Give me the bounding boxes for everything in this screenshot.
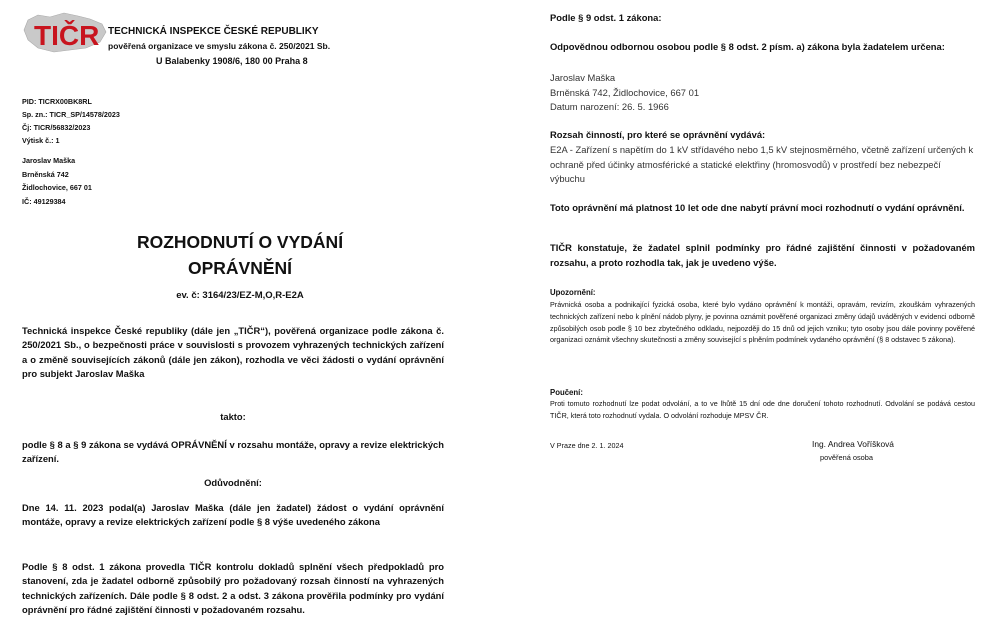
notice-text: Právnická osoba a podnikající fyzická osoba, které bylo vydáno oprávnění k montáži, opravám, revizím, zkouškám vyhrazených technických zařízení nebo k plnění nádob plyny, je povinna oznámit pověřené organizaci změny údajů uváděných v evidenci odborně způsobilých osob podle § 10 bez zbytečného odkladu, nejpozději do 15 dnů od jejich vzniku; tyto osoby jsou dále povinny pověřené organizaci oznámit všechny skutečnosti a změny související s plněním podmínek vydaného oprávnění (§ 8 odstavec 5 zákona).	[550, 300, 975, 345]
recipient-city: Židlochovice, 667 01	[22, 183, 92, 193]
org-address: U Balabenky 1908/6, 180 00 Praha 8	[156, 56, 308, 66]
person-name: Jaroslav Maška	[550, 72, 616, 83]
notice-heading: Upozornění:	[550, 288, 596, 297]
recipient-ic: IČ: 49129384	[22, 196, 66, 206]
responsible-person-heading: Odpovědnou odbornou osobou podle § 8 odst. 2 písm. a) zákona byla žadatelem určena:	[550, 41, 945, 52]
reasoning-paragraph-1: Dne 14. 11. 2023 podal(a) Jaroslav Maška (dále jen žadatel) žádost o vydání oprávnění montáže, opravy a revize elektrických zařízení podle § 8 výše uvedeného zákona	[22, 502, 444, 528]
instruction-heading: Poučení:	[550, 388, 583, 397]
takto-label: takto:	[220, 411, 246, 422]
document-title	[0, 229, 480, 281]
org-subtitle: pověřená organizace ve smyslu zákona č. 250/2021 Sb.	[108, 41, 331, 51]
recipient-street: Brněnská 742	[22, 169, 69, 179]
intro-paragraph: Technická inspekce České republiky (dále jen „TIČR“), pověřená organizace podle zákona č. 250/2021 Sb., o bezpečnosti práce v souvislosti s provozem vyhrazených technických zařízení a o změně souvisejících zákonů (dále jen zákon), rozhodla ve věci žádosti o vydání oprávnění pro subjekt Jaroslav Maška	[22, 325, 444, 380]
scope-text: E2A - Zařízení s napětím do 1 kV střídavého nebo 1,5 kV stejnosměrného, včetně zařízení určených k ochraně před účinky atmosférické a statické elektřiny (hromosvodů) v prostředí bez nebezpečí výbuchu	[550, 144, 974, 185]
logo-text: TIČR	[34, 20, 100, 51]
place-date: V Praze dne 2. 1. 2024	[550, 441, 624, 450]
signer-role: pověřená osoba	[820, 453, 874, 462]
title-line-2: OPRÁVNĚNÍ	[187, 258, 293, 278]
reasoning-heading: Odůvodnění:	[204, 477, 262, 488]
verdict-paragraph: podle § 8 a § 9 zákona se vydává OPRÁVNĚNÍ v rozsahu montáže, opravy a revize elektrických zařízení.	[22, 439, 444, 464]
issuer-header	[108, 24, 378, 69]
person-birthdate: Datum narození: 26. 5. 1966	[550, 101, 669, 113]
instruction-text: Proti tomuto rozhodnutí lze podat odvolání, a to ve lhůtě 15 dní ode dne doručení tohoto rozhodnutí. Odvolání se podává cestou TIČR, která toto rozhodnutí vydala. O odvolání rozhoduje MPSV ČR.	[550, 399, 975, 420]
recipient-name: Jaroslav Maška	[22, 156, 76, 165]
ticr-logo	[20, 10, 110, 56]
responsible-person	[550, 71, 975, 115]
recipient-address	[22, 154, 222, 208]
validity-statement: Toto oprávnění má platnost 10 let ode dne nabytí právní moci rozhodnutí o vydání oprávnění.	[550, 202, 965, 213]
registration-number: ev. č: 3164/23/EZ-M,O,R-E2A	[176, 290, 304, 301]
reference-block	[22, 95, 222, 147]
reference-number: Čj: TICR/56832/2023	[22, 123, 91, 132]
scope-heading: Rozsah činností, pro které se oprávnění vydává:	[550, 129, 766, 140]
section-9-label: Podle § 9 odst. 1 zákona:	[550, 12, 662, 23]
signer-name: Ing. Andrea Voříšková	[812, 439, 894, 449]
person-address: Brněnská 742, Židlochovice, 667 01	[550, 86, 700, 98]
conclusion-statement: TIČR konstatuje, že žadatel splnil podmínky pro řádné zajištění činnosti v požadovaném rozsahu, a proto rozhodla tak, jak je uvedeno výše.	[550, 242, 975, 268]
org-name: TECHNICKÁ INSPEKCE ČESKÉ REPUBLIKY	[108, 26, 319, 37]
file-number: Sp. zn.: TICR_SP/14578/2023	[22, 110, 120, 119]
title-line-1: ROZHODNUTÍ O VYDÁNÍ	[136, 232, 344, 252]
copy-number: Výtisk č.: 1	[22, 136, 60, 145]
reasoning-paragraph-2: Podle § 8 odst. 1 zákona provedla TIČR kontrolu dokladů splnění všech předpokladů pro stanovení, zda je žadatel odborně způsobilý pro požadovaný rozsah činností na vyhrazených technických zařízeních. Dále podle § 8 odst. 2 a odst. 3 zákona prověřila podmínky pro vydání oprávnění pro řádné zajištění činnosti v požadovaném rozsahu.	[22, 561, 444, 616]
pid: PID: TICRX00BK8RL	[22, 97, 92, 106]
signature-block	[812, 438, 982, 464]
